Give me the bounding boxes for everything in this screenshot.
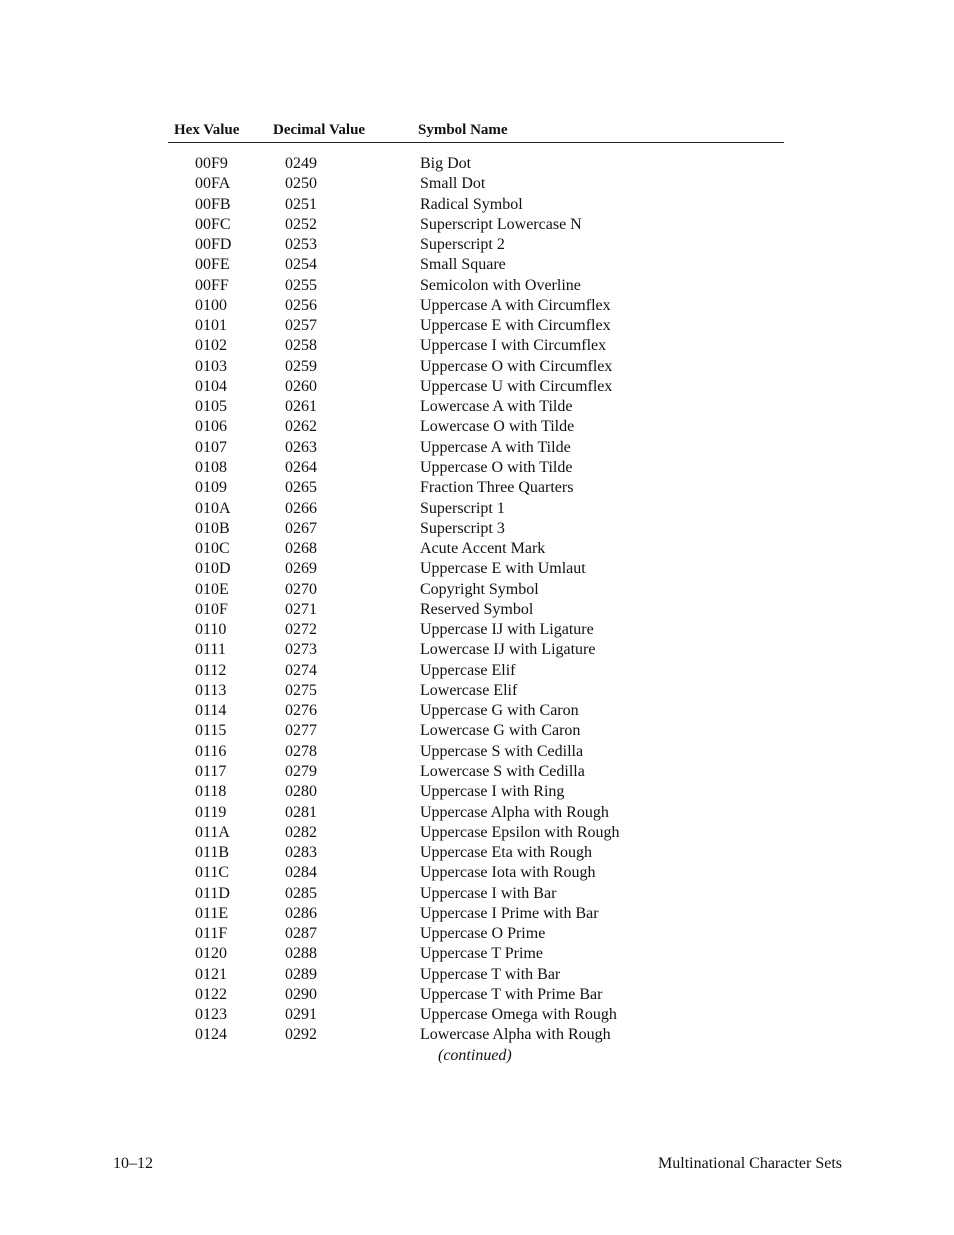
table-row <box>168 661 784 681</box>
hex-cell: 0120 <box>195 945 227 963</box>
hex-cell: 0115 <box>195 722 227 740</box>
symbol-name-cell: Superscript 2 <box>420 236 505 254</box>
table-row <box>168 519 784 539</box>
symbol-name-cell: Uppercase Omega with Rough <box>420 1006 617 1024</box>
table-row <box>168 620 784 640</box>
table-row <box>168 985 784 1005</box>
table-row <box>168 1005 784 1025</box>
symbol-name-cell: Uppercase A with Circumflex <box>420 296 611 314</box>
hex-cell: 010A <box>195 499 231 517</box>
hex-cell: 0110 <box>195 621 227 639</box>
decimal-cell: 0258 <box>285 337 317 355</box>
table-row <box>168 924 784 944</box>
hex-cell: 00FE <box>195 256 230 274</box>
hex-cell: 0100 <box>195 296 227 314</box>
decimal-cell: 0272 <box>285 621 317 639</box>
decimal-cell: 0254 <box>285 256 317 274</box>
hex-cell: 00FD <box>195 236 232 254</box>
hex-cell: 0107 <box>195 438 227 456</box>
hex-cell: 00FC <box>195 215 231 233</box>
hex-cell: 0116 <box>195 742 227 760</box>
hex-cell: 011E <box>195 904 229 922</box>
symbol-name-cell: Superscript 1 <box>420 499 505 517</box>
table-row <box>168 215 784 235</box>
symbol-name-cell: Uppercase Alpha with Rough <box>420 803 609 821</box>
decimal-cell: 0251 <box>285 195 317 213</box>
hex-cell: 0112 <box>195 661 227 679</box>
table-row <box>168 742 784 762</box>
footer-section-title: Multinational Character Sets <box>658 1155 842 1172</box>
symbol-name-cell: Uppercase Epsilon with Rough <box>420 823 620 841</box>
decimal-cell: 0263 <box>285 438 317 456</box>
symbol-name-cell: Uppercase O Prime <box>420 925 546 943</box>
table-row <box>168 438 784 458</box>
decimal-cell: 0265 <box>285 479 317 497</box>
table-row <box>168 417 784 437</box>
table-row <box>168 884 784 904</box>
table-row <box>168 174 784 194</box>
decimal-cell: 0253 <box>285 236 317 254</box>
symbol-name-cell: Radical Symbol <box>420 195 523 213</box>
decimal-cell: 0249 <box>285 155 317 172</box>
hex-cell: 011C <box>195 864 230 882</box>
symbol-name-cell: Uppercase IJ with Ligature <box>420 621 594 639</box>
symbol-name-cell: Uppercase T with Prime Bar <box>420 985 603 1003</box>
table-row <box>168 640 784 660</box>
symbol-name-cell: Uppercase T Prime <box>420 945 543 963</box>
table-row <box>168 235 784 255</box>
hex-cell: 010B <box>195 519 230 537</box>
decimal-cell: 0292 <box>285 1026 317 1044</box>
table-row <box>168 721 784 741</box>
decimal-cell: 0286 <box>285 904 317 922</box>
table-row <box>168 600 784 620</box>
symbol-name-cell: Semicolon with Overline <box>420 276 581 294</box>
decimal-cell: 0257 <box>285 317 317 335</box>
hex-cell: 0117 <box>195 762 227 780</box>
symbol-name-cell: Lowercase G with Caron <box>420 722 581 740</box>
table-row <box>168 965 784 985</box>
symbol-name-cell: Uppercase I with Circumflex <box>420 337 607 355</box>
decimal-cell: 0282 <box>285 823 317 841</box>
decimal-cell: 0275 <box>285 681 317 699</box>
hex-cell: 00FB <box>195 195 231 213</box>
hex-cell: 0119 <box>195 803 227 821</box>
table-header <box>168 121 784 143</box>
symbol-name-cell: Reserved Symbol <box>420 600 534 618</box>
symbol-name-cell: Uppercase T with Bar <box>420 965 561 983</box>
table-row <box>168 377 784 397</box>
decimal-cell: 0276 <box>285 702 317 720</box>
decimal-cell: 0252 <box>285 215 317 233</box>
table-row <box>168 357 784 377</box>
symbol-name-cell: Superscript Lowercase N <box>420 215 582 233</box>
decimal-cell: 0280 <box>285 783 317 801</box>
continued-note: (continued) <box>438 1047 512 1064</box>
decimal-cell: 0281 <box>285 803 317 821</box>
decimal-cell: 0288 <box>285 945 317 963</box>
table-row <box>168 296 784 316</box>
table-row <box>168 458 784 478</box>
decimal-cell: 0267 <box>285 519 317 537</box>
table-row <box>168 276 784 296</box>
symbol-name-cell: Lowercase Elif <box>420 681 518 699</box>
decimal-cell: 0289 <box>285 965 317 983</box>
table-row <box>168 478 784 498</box>
symbol-name-cell: Uppercase S with Cedilla <box>420 742 584 760</box>
decimal-cell: 0256 <box>285 296 317 314</box>
hex-cell: 00F9 <box>195 155 228 172</box>
decimal-cell: 0255 <box>285 276 317 294</box>
decimal-cell: 0291 <box>285 1006 317 1024</box>
hex-cell: 0106 <box>195 418 227 436</box>
table-row <box>168 539 784 559</box>
table-row <box>168 580 784 600</box>
hex-cell: 010F <box>195 600 228 618</box>
symbol-name-cell: Lowercase IJ with Ligature <box>420 641 596 659</box>
decimal-cell: 0271 <box>285 600 317 618</box>
decimal-cell: 0261 <box>285 398 317 416</box>
hex-cell: 0108 <box>195 458 227 476</box>
symbol-name-cell: Uppercase U with Circumflex <box>420 377 613 395</box>
hex-cell: 011F <box>195 925 228 943</box>
header-symbol-name: Symbol Name <box>418 122 508 138</box>
hex-cell: 00FF <box>195 276 229 294</box>
table-row <box>168 803 784 823</box>
decimal-cell: 0264 <box>285 458 317 476</box>
hex-cell: 0101 <box>195 317 227 335</box>
table-row <box>168 316 784 336</box>
symbol-name-cell: Uppercase I Prime with Bar <box>420 904 599 922</box>
symbol-name-cell: Lowercase O with Tilde <box>420 418 575 436</box>
symbol-name-cell: Uppercase E with Circumflex <box>420 317 611 335</box>
decimal-cell: 0273 <box>285 641 317 659</box>
hex-cell: 0103 <box>195 357 227 375</box>
decimal-cell: 0285 <box>285 884 317 902</box>
decimal-cell: 0278 <box>285 742 317 760</box>
symbol-name-cell: Lowercase A with Tilde <box>420 398 573 416</box>
table-row <box>168 863 784 883</box>
decimal-cell: 0287 <box>285 925 317 943</box>
symbol-name-cell: Uppercase E with Umlaut <box>420 560 586 578</box>
symbol-name-cell: Uppercase O with Circumflex <box>420 357 613 375</box>
table-row <box>168 762 784 782</box>
decimal-cell: 0270 <box>285 580 317 598</box>
symbol-name-cell: Uppercase I with Bar <box>420 884 557 902</box>
table-row <box>168 944 784 964</box>
hex-cell: 011B <box>195 844 230 862</box>
symbol-name-cell: Uppercase O with Tilde <box>420 458 573 476</box>
hex-cell: 010E <box>195 580 229 598</box>
table-row <box>168 843 784 863</box>
hex-cell: 011A <box>195 823 230 841</box>
table-body <box>168 154 784 1046</box>
hex-cell: 010C <box>195 540 230 558</box>
table-row <box>168 559 784 579</box>
hex-cell: 0121 <box>195 965 227 983</box>
symbol-name-cell: Acute Accent Mark <box>420 540 546 558</box>
decimal-cell: 0259 <box>285 357 317 375</box>
hex-cell: 0124 <box>195 1026 227 1044</box>
table-row <box>168 336 784 356</box>
decimal-cell: 0269 <box>285 560 317 578</box>
decimal-cell: 0274 <box>285 661 317 679</box>
hex-cell: 0102 <box>195 337 227 355</box>
table-row <box>168 397 784 417</box>
symbol-name-cell: Small Square <box>420 256 506 274</box>
table-row <box>168 681 784 701</box>
symbol-name-cell: Big Dot <box>420 155 472 172</box>
symbol-name-cell: Uppercase A with Tilde <box>420 438 571 456</box>
hex-cell: 0122 <box>195 985 227 1003</box>
decimal-cell: 0260 <box>285 377 317 395</box>
table-row <box>168 255 784 275</box>
hex-cell: 0105 <box>195 398 227 416</box>
decimal-cell: 0284 <box>285 864 317 882</box>
symbol-name-cell: Lowercase S with Cedilla <box>420 762 585 780</box>
table-row <box>168 154 784 174</box>
page-number: 10–12 <box>113 1155 153 1172</box>
decimal-cell: 0266 <box>285 499 317 517</box>
decimal-cell: 0279 <box>285 762 317 780</box>
header-hex-value: Hex Value <box>174 122 240 138</box>
symbol-name-cell: Uppercase Iota with Rough <box>420 864 596 882</box>
hex-cell: 0104 <box>195 377 227 395</box>
decimal-cell: 0290 <box>285 985 317 1003</box>
header-decimal-value: Decimal Value <box>273 122 366 138</box>
table-row <box>168 782 784 802</box>
hex-cell: 011D <box>195 884 230 902</box>
symbol-name-cell: Copyright Symbol <box>420 580 539 598</box>
symbol-name-cell: Uppercase I with Ring <box>420 783 565 801</box>
table-row <box>168 195 784 215</box>
table-row <box>168 1025 784 1045</box>
hex-cell: 0113 <box>195 681 227 699</box>
decimal-cell: 0277 <box>285 722 317 740</box>
symbol-name-cell: Uppercase Eta with Rough <box>420 844 592 862</box>
hex-cell: 00FA <box>195 175 231 193</box>
decimal-cell: 0283 <box>285 844 317 862</box>
symbol-name-cell: Small Dot <box>420 175 486 193</box>
table-row <box>168 701 784 721</box>
table-row <box>168 499 784 519</box>
symbol-name-cell: Uppercase G with Caron <box>420 702 579 720</box>
hex-cell: 0123 <box>195 1006 227 1024</box>
symbol-name-cell: Lowercase Alpha with Rough <box>420 1026 611 1044</box>
decimal-cell: 0250 <box>285 175 317 193</box>
table-row <box>168 823 784 843</box>
hex-cell: 0111 <box>195 641 226 659</box>
table-row <box>168 904 784 924</box>
hex-cell: 0109 <box>195 479 227 497</box>
symbol-name-cell: Uppercase Elif <box>420 661 516 679</box>
symbol-name-cell: Fraction Three Quarters <box>420 479 574 497</box>
decimal-cell: 0268 <box>285 540 317 558</box>
hex-cell: 0118 <box>195 783 227 801</box>
symbol-name-cell: Superscript 3 <box>420 519 505 537</box>
hex-cell: 010D <box>195 560 231 578</box>
decimal-cell: 0262 <box>285 418 317 436</box>
hex-cell: 0114 <box>195 702 227 720</box>
